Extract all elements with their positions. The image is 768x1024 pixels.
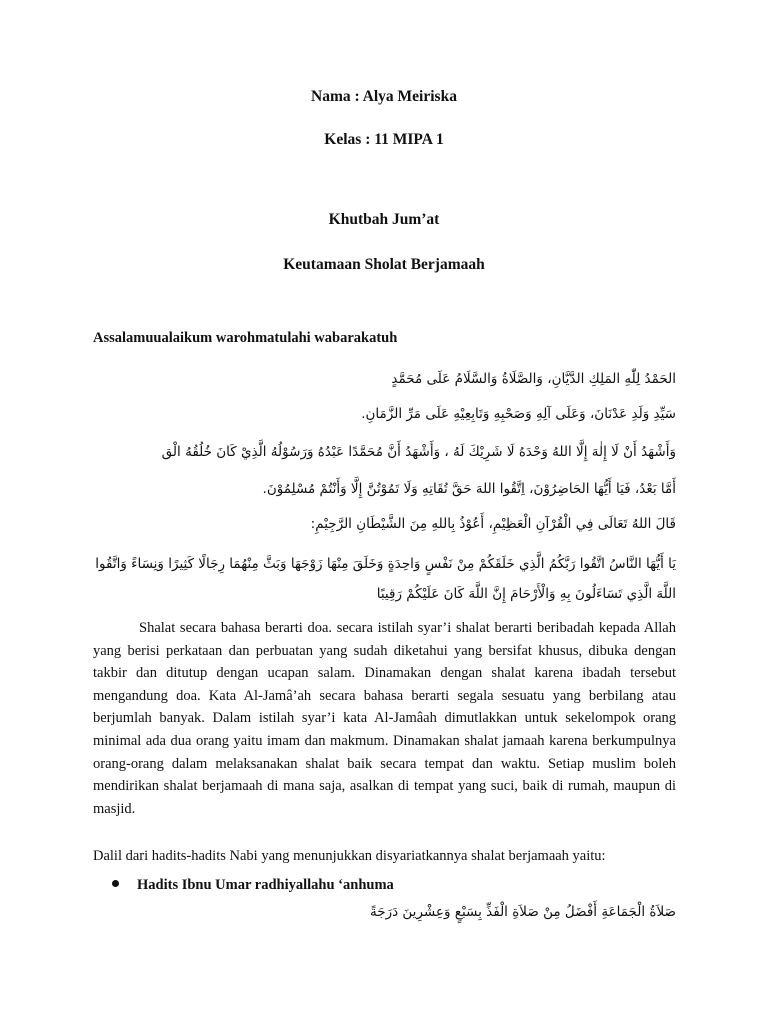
arabic-line: سَيِّدِ وَلَدِ عَدْنَانَ، وَعَلَى آلِهِ وَصَحْبِهِ وَتَابِعِيْهِ عَلَى مَرِّ الزَّمَانِ. (361, 406, 676, 422)
arabic-line: وَأَشْهَدُ أَنْ لَا إِلٰهَ إِلَّا اللهُ وَحْدَهُ لَا شَرِيْكَ لَهُ ، وَأَشْهَدُ أَنَّ مُحَمَّدًا عَبْدُهُ وَرَسُوْلُهُ الَّذِيْ كَانَ خُلُقُهُ الْق (161, 444, 676, 460)
student-name: Nama : Alya Meiriska (311, 88, 457, 105)
arabic-line: الحَمْدُ لِلّٰهِ المَلِكِ الدَّيَّانِ، وَالصَّلَاةُ وَالسَّلَامُ عَلَى مُحَمَّدٍ (391, 371, 676, 387)
body-paragraph-text: Shalat secara bahasa berarti doa. secara istilah syar’i shalat berarti beribadah kepada Allah yang berisi perkataan dan perbuatan yang sudah diketahui yang bersifat khusus, dibuka dengan takbir dan ditutup dengan ucapan salam. Dinamakan dengan shalat karena ibadah tersebut mengandung doa. Kata Al-Jamâ’ah secara bahasa berarti segala sesuatu yang berbilang atau berjumlah banyak. Dalam istilah syar’i kata Al-Jamâah dimutlakkan untuk sekelompok orang minimal ada dua orang yaitu imam dan makmum. Dinamakan shalat jamaah karena berkumpulnya orang-orang dalam melaksanakan shalat baik secara tempat dan waktu. Setiap muslim boleh mendirikan shalat berjamaah di mana saja, asalkan di tempat yang suci, baik di rumah, maupun di masjid. (93, 620, 676, 817)
student-class: Kelas : 11 MIPA 1 (324, 131, 444, 148)
hadith-arabic: صَلاَةُ الْجَمَاعَةِ أَفْضَلُ مِنْ صَلاَةِ الْفَذِّ بِسَبْعٍ وَعِشْرِينَ دَرَجَةً (370, 904, 676, 920)
list-item (112, 877, 394, 894)
list-item-label: Hadits Ibnu Umar radhiyallahu ‘anhuma (137, 877, 394, 893)
opening-greeting: Assalamuualaikum warohmatulahi wabarakatuh (93, 330, 398, 346)
body-paragraph (93, 617, 676, 820)
quran-verse: يَا أَيُّهَا النَّاسُ اتَّقُوا رَبَّكُمُ الَّذِي خَلَقَكُمْ مِنْ نَفْسٍ وَاحِدَةٍ وَخَلَقَ مِنْهَا زَوْجَهَا وَبَثَّ مِنْهُمَا رِجَالًا كَثِيرًا وَنِسَاءً وَاتَّقُوا اللَّهَ الَّذِي تَسَاءَلُونَ بِهِ وَالْأَرْحَامَ إِنَّ اللَّهَ كَانَ عَلَيْكُمْ رَقِيبًا (95, 556, 676, 602)
document-title: Khutbah Jum’at (328, 211, 440, 228)
arabic-line: أَمَّا بَعْدُ، فَيَا أَيُّهَا الحَاضِرُوْنَ، اِتَّقُوا اللهَ حَقَّ تُقَاتِهِ وَلَا تَمُوْتُنَّ إِلَّا وَأَنْتُمْ مُسْلِمُوْنَ. (262, 481, 676, 497)
bullet-icon (112, 880, 119, 887)
arabic-line: قَالَ اللهُ تَعَالَى فِي الْقُرْآنِ الْعَظِيْمِ، أَعُوْذُ بِاللهِ مِنَ الشَّيْطَانِ الرَّجِيْمِ: (310, 516, 676, 532)
dalil-intro: Dalil dari hadits-hadits Nabi yang menunjukkan disyariatkannya shalat berjamaah yaitu: (93, 848, 606, 864)
document-subtitle: Keutamaan Sholat Berjamaah (283, 256, 485, 273)
